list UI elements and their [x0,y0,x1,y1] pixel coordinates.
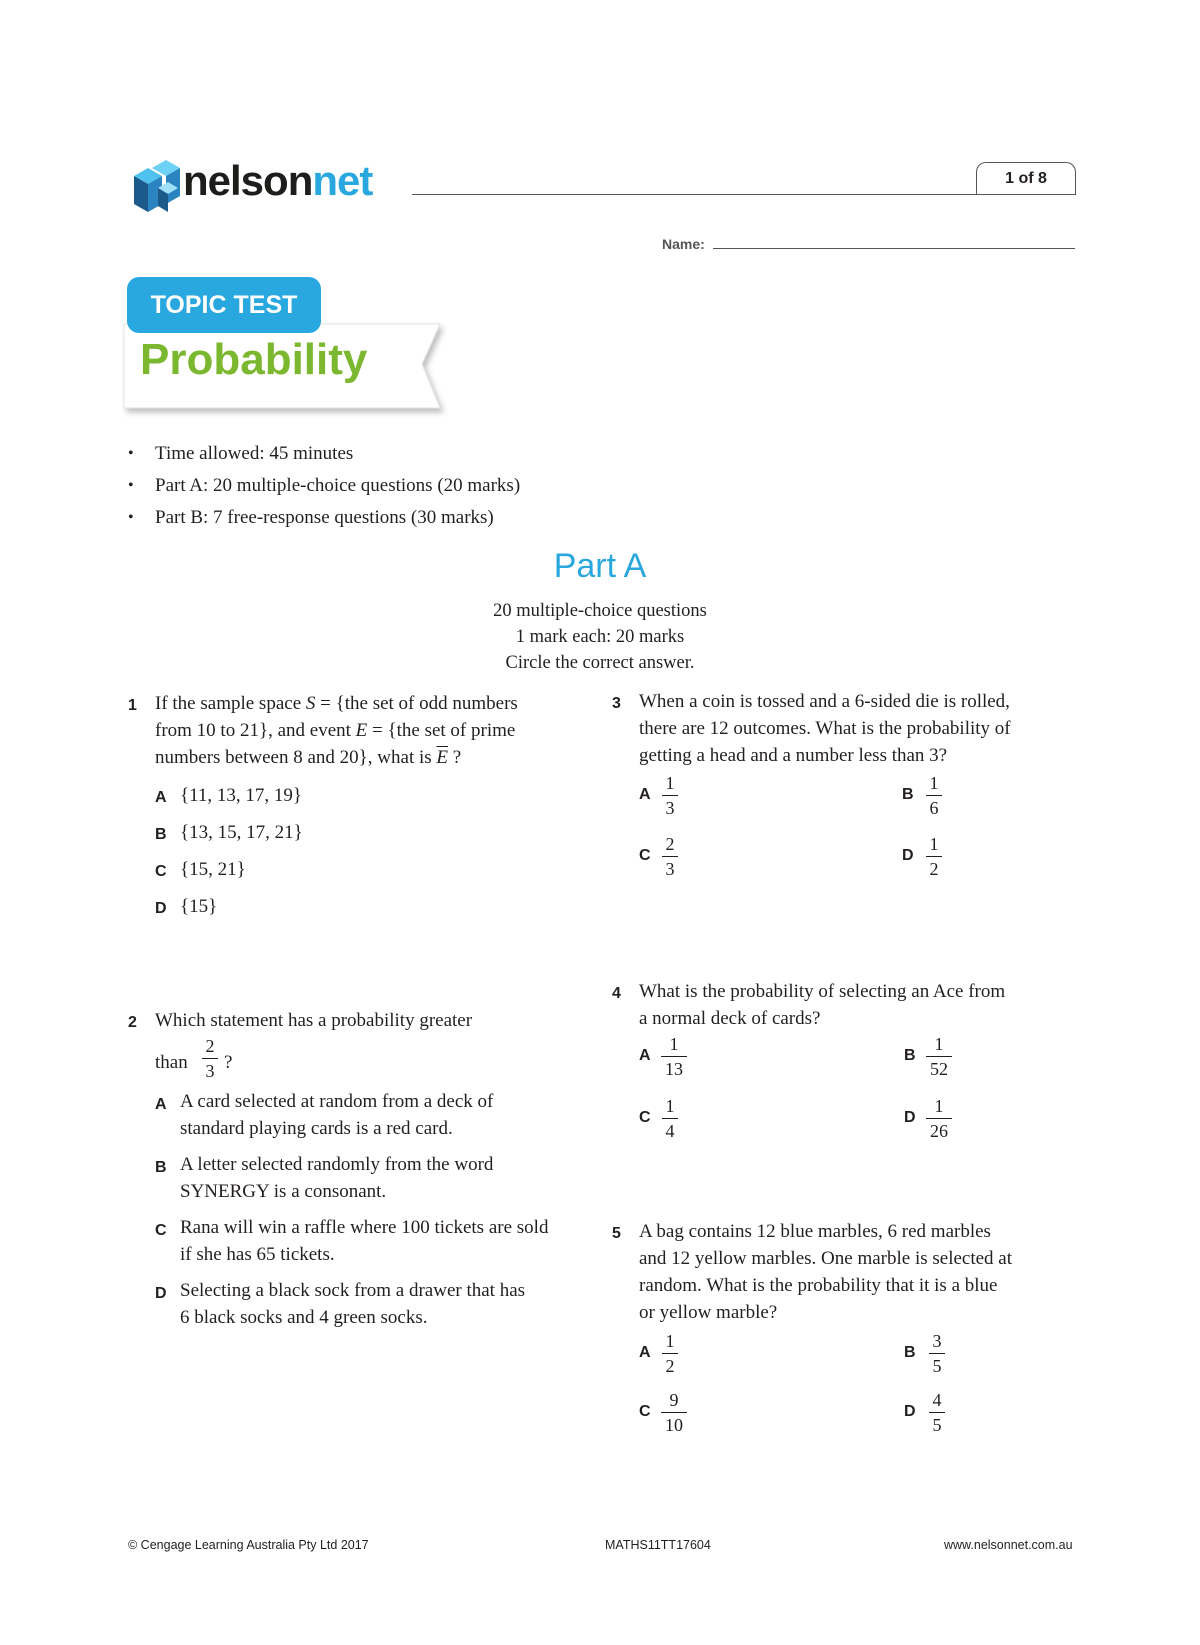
question-1-line-3 [155,744,461,771]
question-number: 4 [612,985,621,1002]
question-1-line-2 [155,717,515,744]
option-label[interactable]: C [155,1222,167,1239]
fraction-bar [662,856,678,857]
question-5-line-1: A bag contains 12 blue marbles, 6 red marbles [639,1221,991,1242]
numerator: 1 [669,1034,679,1054]
fraction-bar [926,1118,952,1119]
question-number: 1 [128,697,137,714]
question-number: 3 [612,695,621,712]
part-a-heading: Part A [553,547,647,585]
fraction-bar [661,1412,687,1413]
denominator: 5 [932,1356,942,1376]
option-label[interactable]: C [639,847,651,864]
text-span: = {the set of odd numbers [315,693,518,714]
name-label: Name: [662,236,705,252]
numerator: 1 [665,1096,675,1116]
option-label[interactable]: B [904,1344,916,1361]
numerator: 4 [932,1390,942,1410]
numerator: 1 [929,773,939,793]
text-span: ? [448,747,462,768]
fraction-bar [662,1118,678,1119]
fraction-bar [202,1058,218,1059]
option-text[interactable]: {15, 21} [180,859,246,880]
denominator: 26 [930,1121,948,1141]
option-fraction[interactable] [922,1095,956,1142]
denominator: 3 [665,798,675,818]
part-a-line-2: 1 mark each: 20 marks [515,627,685,647]
numerator: 3 [932,1331,942,1351]
question-5-line-4: or yellow marble? [639,1302,778,1323]
option-text[interactable]: if she has 65 tickets. [180,1244,335,1265]
option-label[interactable]: A [639,1047,651,1064]
list-item: • Time allowed: 45 minutes [128,438,520,470]
question-2-line-1: Which statement has a probability greater [155,1010,473,1031]
list-item: • Part A: 20 multiple-choice questions (20 marks) [128,470,520,502]
question-5-line-3: random. What is the probability that it is a blue [639,1275,998,1296]
denominator: 52 [930,1059,948,1079]
option-text[interactable]: Rana will win a raffle where 100 tickets are sold [180,1217,549,1238]
option-label[interactable]: B [904,1047,916,1064]
option-fraction[interactable] [917,772,951,819]
fraction-bar [661,1056,687,1057]
option-fraction[interactable] [920,1389,954,1436]
option-label[interactable]: A [155,1096,167,1113]
option-label[interactable]: C [639,1109,651,1126]
option-fraction[interactable] [653,833,687,880]
option-fraction[interactable] [657,1033,691,1080]
denominator: 2 [665,1356,675,1376]
option-text[interactable]: {13, 15, 17, 21} [180,822,303,843]
option-label[interactable]: A [639,1344,651,1361]
page-indicator: 1 of 8 [976,162,1076,195]
option-label[interactable]: B [902,786,914,803]
question-3-line-1: When a coin is tossed and a 6-sided die is rolled, [639,691,1010,712]
question-3-line-2: there are 12 outcomes. What is the probability of [639,718,1011,739]
numerator: 9 [669,1390,679,1410]
question-2-mark: ? [224,1052,233,1073]
option-text[interactable]: standard playing cards is a red card. [180,1118,453,1139]
option-fraction[interactable] [922,1033,956,1080]
option-text[interactable]: 6 black socks and 4 green socks. [180,1307,428,1328]
question-4-line-1: What is the probability of selecting an Ace from [639,981,1006,1002]
denominator: 6 [929,798,939,818]
denominator: 3 [665,859,675,879]
brand-wordmark [183,157,373,204]
option-label[interactable]: B [155,826,167,843]
option-label[interactable]: C [155,863,167,880]
fraction [193,1035,227,1082]
text-span: from 10 to 21}, and event [155,720,356,741]
option-label[interactable]: D [155,900,167,917]
option-label[interactable]: A [639,786,651,803]
numerator: 2 [205,1036,215,1056]
option-text[interactable]: Selecting a black sock from a drawer that has [180,1280,526,1301]
name-write-line [713,248,1075,249]
text-span: If the sample space [155,693,306,714]
nelsonnet-logo-icon [128,158,186,220]
fraction-bar [662,1353,678,1354]
denominator: 2 [929,859,939,879]
question-2-line-2: than [155,1052,188,1073]
text-span: = {the set of prime [367,720,516,741]
question-1-line-1 [155,690,518,717]
fraction-bar [926,795,942,796]
option-fraction[interactable] [653,1330,687,1377]
brand-name-part-2: net [312,157,373,204]
footer-copyright: © Cengage Learning Australia Pty Ltd 2017 [128,1538,369,1552]
fraction-bar [929,1353,945,1354]
denominator: 5 [932,1415,942,1435]
option-fraction[interactable] [917,833,951,880]
question-number: 5 [612,1225,621,1242]
test-info-list [128,438,520,534]
brand-name-part-1: nelson [183,157,313,204]
numerator: 1 [934,1034,944,1054]
complement-e: $\overline{E}$ [436,747,449,768]
option-text[interactable]: A letter selected randomly from the word [180,1154,494,1175]
denominator: 10 [665,1415,683,1435]
option-text[interactable]: SYNERGY is a consonant. [180,1181,387,1202]
option-text[interactable]: A card selected at random from a deck of [180,1091,494,1112]
option-label[interactable]: C [639,1403,651,1420]
option-fraction[interactable] [657,1389,691,1436]
numerator: 1 [665,1331,675,1351]
fraction-bar [926,856,942,857]
list-item: • Part B: 7 free-response questions (30 marks) [128,502,520,534]
denominator: 13 [665,1059,683,1079]
variable-s: S [305,693,316,714]
option-label[interactable]: D [904,1403,916,1420]
question-number: 2 [128,1014,137,1031]
denominator: 4 [665,1121,675,1141]
numerator: 1 [665,773,675,793]
numerator: 2 [665,834,675,854]
text-span: numbers between 8 and 20}, what is [155,747,437,768]
option-fraction[interactable] [920,1330,954,1377]
topic-test-badge: TOPIC TEST [127,277,321,333]
fraction-bar [929,1412,945,1413]
footer-url[interactable]: www.nelsonnet.com.au [944,1538,1073,1552]
numerator: 1 [929,834,939,854]
denominator: 3 [205,1061,215,1081]
question-4-line-2: a normal deck of cards? [639,1008,821,1029]
footer-code: MATHS11TT17604 [605,1538,711,1552]
fraction-bar [926,1056,952,1057]
numerator: 1 [934,1096,944,1116]
topic-title: Probability [140,335,368,384]
option-label[interactable]: D [155,1285,167,1302]
part-a-line-1: 20 multiple-choice questions [493,601,707,621]
option-label[interactable]: D [902,847,914,864]
question-3-line-3: getting a head and a number less than 3? [639,745,948,766]
variable-e: E [355,720,368,741]
option-label[interactable]: B [155,1159,167,1176]
option-text[interactable]: {11, 13, 17, 19} [180,785,303,806]
option-fraction[interactable] [653,1095,687,1142]
part-a-instruction: Circle the correct answer. [505,653,695,673]
option-fraction[interactable] [653,772,687,819]
question-5-line-2: and 12 yellow marbles. One marble is selected at [639,1248,1013,1269]
option-label[interactable]: D [904,1109,916,1126]
fraction-bar [662,795,678,796]
option-label[interactable]: A [155,789,167,806]
option-text[interactable]: {15} [180,896,218,917]
